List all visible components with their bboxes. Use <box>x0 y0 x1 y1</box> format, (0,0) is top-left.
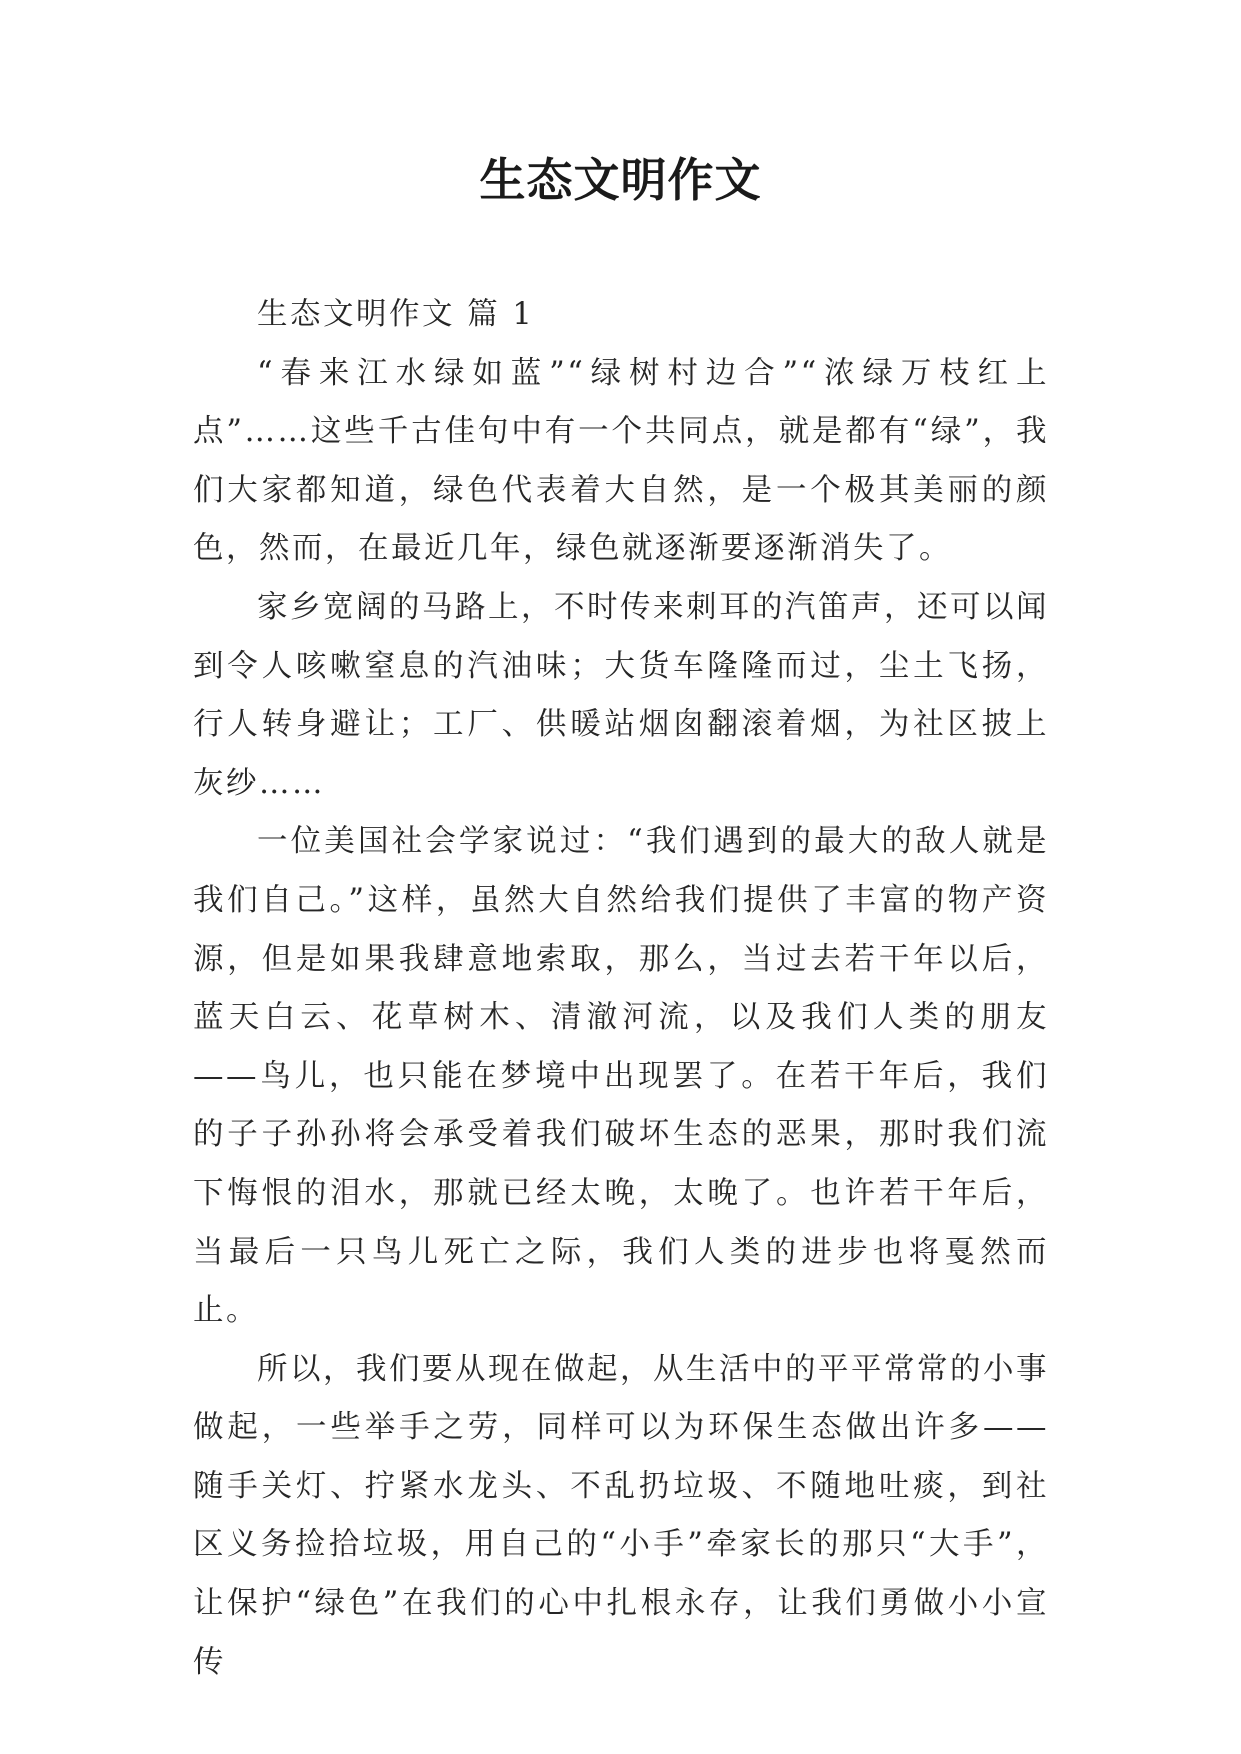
document-title: 生态文明作文 <box>479 153 762 207</box>
paragraph-3: 一位美国社会学家说过：“我们遇到的最大的敌人就是我们自己。”这样，虽然大自然给我们提供了丰富的物产资源，但是如果我肆意地索取，那么，当过去若干年以后，蓝天白云、花草树木、清澈河流，以及我们人类的朋友——鸟儿，也只能在梦境中出现罢了。在若干年后，我们的子子孙孙将会承受着我们破坏生态的恶果，那时我们流下悔恨的泪水，那就已经太晚，太晚了。也许若干年后，当最后一只鸟儿死亡之际，我们人类的进步也将戛然而止。 <box>193 824 1049 1329</box>
paragraph-2: 家乡宽阔的马路上，不时传来刺耳的汽笛声，还可以闻到令人咳嗽窒息的汽油味；大货车隆隆而过，尘土飞扬，行人转身避让；工厂、供暖站烟囱翻滚着烟，为社区披上灰纱…… <box>193 589 1049 801</box>
document-body <box>193 286 1049 1692</box>
paragraph-1: “春来江水绿如蓝”“绿树村边合”“浓绿万枝红上点”……这些千古佳句中有一个共同点，就是都有“绿”，我们大家都知道，绿色代表着大自然，是一个极其美丽的颜色，然而，在最近几年，绿色就逐渐要逐渐消失了。 <box>193 355 1049 567</box>
section-heading: 生态文明作文 篇 1 <box>257 297 535 332</box>
paragraph-4: 所以，我们要从现在做起，从生活中的平平常常的小事做起，一些举手之劳，同样可以为环保生态做出许多——随手关灯、拧紧水龙头、不乱扔垃圾、不随地吐痰，到社区义务捡拾垃圾，用自己的“小手”牵家长的那只“大手”，让保护“绿色”在我们的心中扎根永存，让我们勇做小小宣传 <box>193 1351 1049 1680</box>
